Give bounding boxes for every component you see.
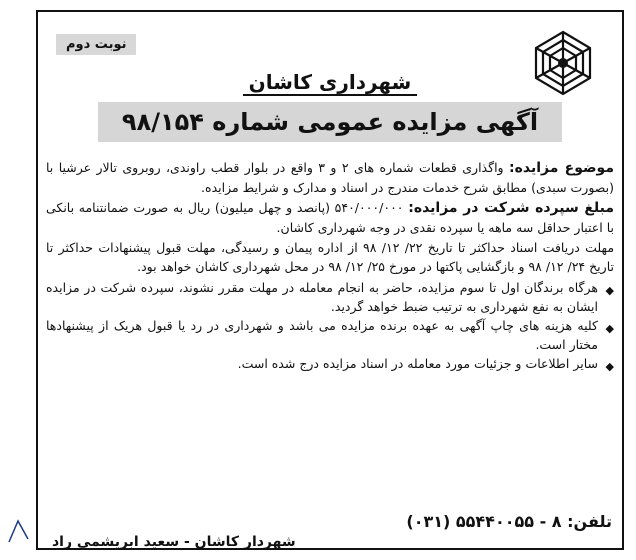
condition-text: کلیه هزینه های چاپ آگهی به عهده برنده مزایده می باشد و شهرداری در رد یا قبول هریک از پیشنهادها مختار است. [46, 318, 598, 352]
organization-name: شهرداری کاشان [243, 70, 418, 96]
diamond-bullet-icon: ◆ [605, 284, 614, 297]
list-item [46, 278, 614, 316]
diamond-bullet-icon: ◆ [605, 322, 614, 335]
deposit-label: مبلغ سپرده شرکت در مزایده: [408, 200, 614, 216]
deposit-text: ۵۴۰/۰۰۰/۰۰۰ (پانصد و چهل میلیون) ریال به صورت ضمانتنامه بانکی با اعتبار حداقل سه ماهه یا سپرده نقدی در وجه شهرداری کاشان. [46, 200, 614, 235]
notice-frame [36, 10, 624, 550]
signature-line: شهردار کاشان - سعید ابریشمی راد [52, 534, 296, 550]
list-item [46, 316, 614, 354]
notice-title: آگهی مزایده عمومی شماره ۹۸/۱۵۴ [98, 102, 562, 142]
condition-text: سایر اطلاعات و جزئیات مورد معامله در اسناد مزایده درج شده است. [237, 356, 598, 371]
subject-text: واگذاری قطعات شماره های ۲ و ۳ واقع در بلوار قطب راوندی، روبروی تالار عرشیا با (بصورت سبدی) مطابق شرح خدمات مندرج در اسناد و مدارک و شرایط مزایده. [46, 160, 614, 195]
deadlines-paragraph: مهلت دریافت اسناد حداکثر تا تاریخ ۲۲/ ۱۲/ ۹۸ از اداره پیمان و رسیدگی، مهلت قبول پیشنهادات حداکثر تا تاریخ ۲۴/ ۱۲/ ۹۸ و بازگشایی پاکتها در مورخ ۲۵/ ۱۲/ ۹۸ در محل شهرداری کاشان خواهد بود. [46, 240, 615, 274]
conditions-list [46, 278, 614, 373]
subject-paragraph [46, 158, 614, 197]
list-item [46, 354, 614, 373]
phone-line [406, 512, 612, 531]
phone-number: (۰۳۱) ۵۵۴۴۰۰۵۵ - ۸ [406, 512, 562, 531]
notice-body [46, 158, 614, 373]
phone-label: تلفن: [567, 512, 612, 531]
round-badge: نوبت دوم [56, 34, 136, 55]
deposit-paragraph [46, 198, 614, 237]
organization-title [38, 70, 622, 94]
diamond-bullet-icon: ◆ [605, 360, 614, 373]
corner-mark-icon [6, 515, 32, 545]
condition-text: هرگاه برندگان اول تا سوم مزایده، حاضر به انجام معامله در مهلت مقرر نشوند، سپرده شرکت در مزایده ایشان به نفع شهرداری به ترتیب ضبط خواهد گردید. [46, 280, 598, 314]
subject-label: موضوع مزایده: [509, 160, 614, 176]
